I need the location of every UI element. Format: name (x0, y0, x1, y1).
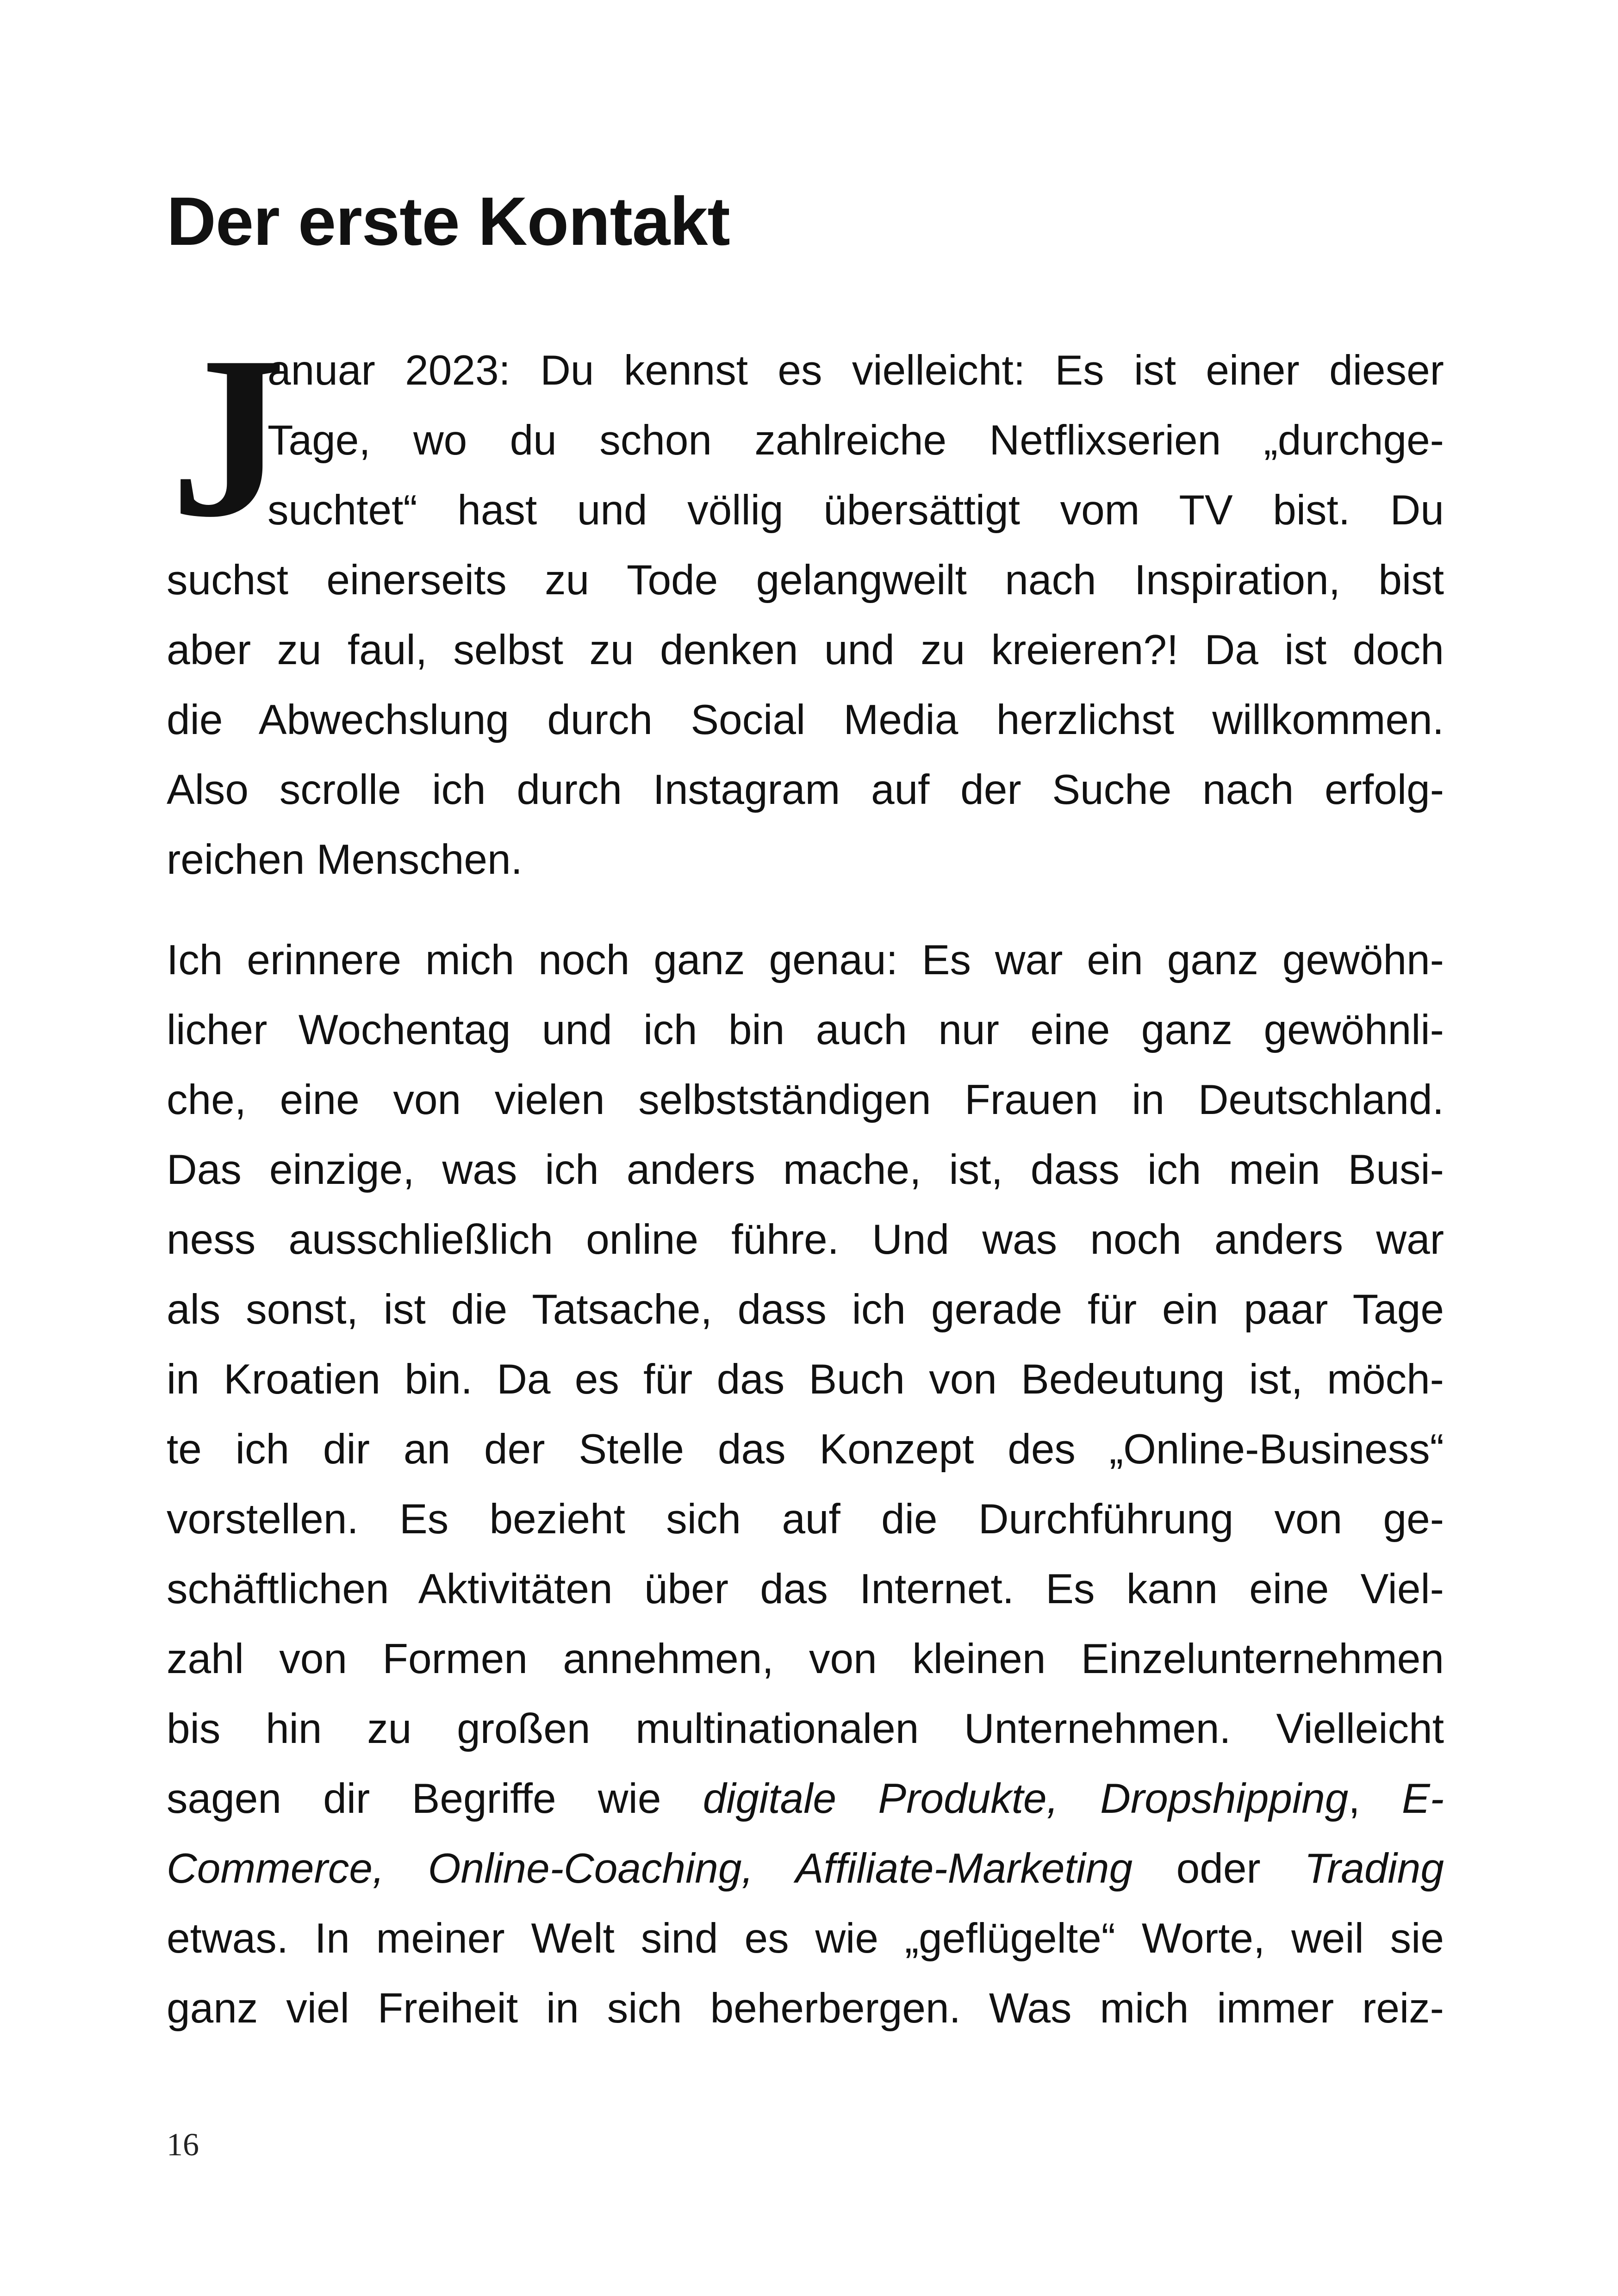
text-line: zahl von Formen annehmen, von kleinen Einzelunternehmen (167, 1636, 1444, 1682)
book-page (167, 0, 1444, 2296)
text-line: aber zu faul, selbst zu denken und zu kreieren?! Da ist doch (167, 627, 1444, 673)
page-number: 16 (167, 2127, 199, 2163)
text-line-mixed (167, 1834, 1444, 1904)
paragraph-online-business (167, 925, 1444, 2043)
text-line: ganz viel Freiheit in sich beherbergen. Was mich immer reiz- (167, 1985, 1444, 2032)
text-segment: sagen dir Begriffe wie (167, 1775, 703, 1822)
text-line: che, eine von vielen selbstständigen Frauen in Deutschland. (167, 1076, 1444, 1123)
text-segment: oder (1133, 1845, 1305, 1892)
text-line: als sonst, ist die Tatsache, dass ich gerade für ein paar Tage (167, 1286, 1444, 1333)
drop-cap: J (170, 309, 286, 565)
text-line: schäftlichen Aktivitäten über das Internet. Es kann eine Viel- (167, 1566, 1444, 1612)
italic-term: E- (1402, 1775, 1444, 1822)
body-text (167, 309, 1444, 2043)
text-line: reichen Menschen. (167, 836, 523, 883)
text-line: in Kroatien bin. Da es für das Buch von Bedeutung ist, möch- (167, 1356, 1444, 1403)
text-line: anuar 2023: Du kennst es vielleicht: Es ist einer dieser (268, 347, 1444, 394)
text-line: Ich erinnere mich noch ganz genau: Es war ein ganz gewöhn- (167, 937, 1444, 983)
text-line: suchst einerseits zu Tode gelangweilt nach Inspiration, bist (167, 557, 1444, 604)
text-line-mixed (167, 1764, 1444, 1834)
italic-term: Commerce, Online-Coaching, Affiliate-Marketing (167, 1845, 1133, 1892)
text-line: ness ausschließlich online führe. Und was noch anders war (167, 1216, 1444, 1263)
text-line: licher Wochentag und ich bin auch nur eine ganz gewöhnli- (167, 1007, 1444, 1053)
text-line: etwas. In meiner Welt sind es wie „geflügelte“ Worte, weil sie (167, 1915, 1444, 1962)
text-line: Tage, wo du schon zahlreiche Netflixserien „durchge- (268, 417, 1444, 464)
paragraph-intro (167, 309, 1444, 895)
italic-term: Trading (1304, 1845, 1444, 1892)
chapter-title: Der erste Kontakt (167, 183, 730, 260)
text-line: vorstellen. Es bezieht sich auf die Durchführung von ge- (167, 1496, 1444, 1543)
text-line: Das einzige, was ich anders mache, ist, dass ich mein Busi- (167, 1146, 1444, 1193)
text-line: bis hin zu großen multinationalen Unternehmen. Vielleicht (167, 1705, 1444, 1752)
text-line: die Abwechslung durch Social Media herzlichst willkommen. (167, 697, 1444, 743)
text-segment: , (1348, 1775, 1402, 1822)
text-line: te ich dir an der Stelle das Konzept des „Online-Business“ (167, 1426, 1444, 1473)
text-line: suchtet“ hast und völlig übersättigt vom TV bist. Du (268, 487, 1444, 534)
text-line: Also scrolle ich durch Instagram auf der Suche nach erfolg- (167, 766, 1444, 813)
italic-term: digitale Produkte, Dropshipping (703, 1775, 1349, 1822)
